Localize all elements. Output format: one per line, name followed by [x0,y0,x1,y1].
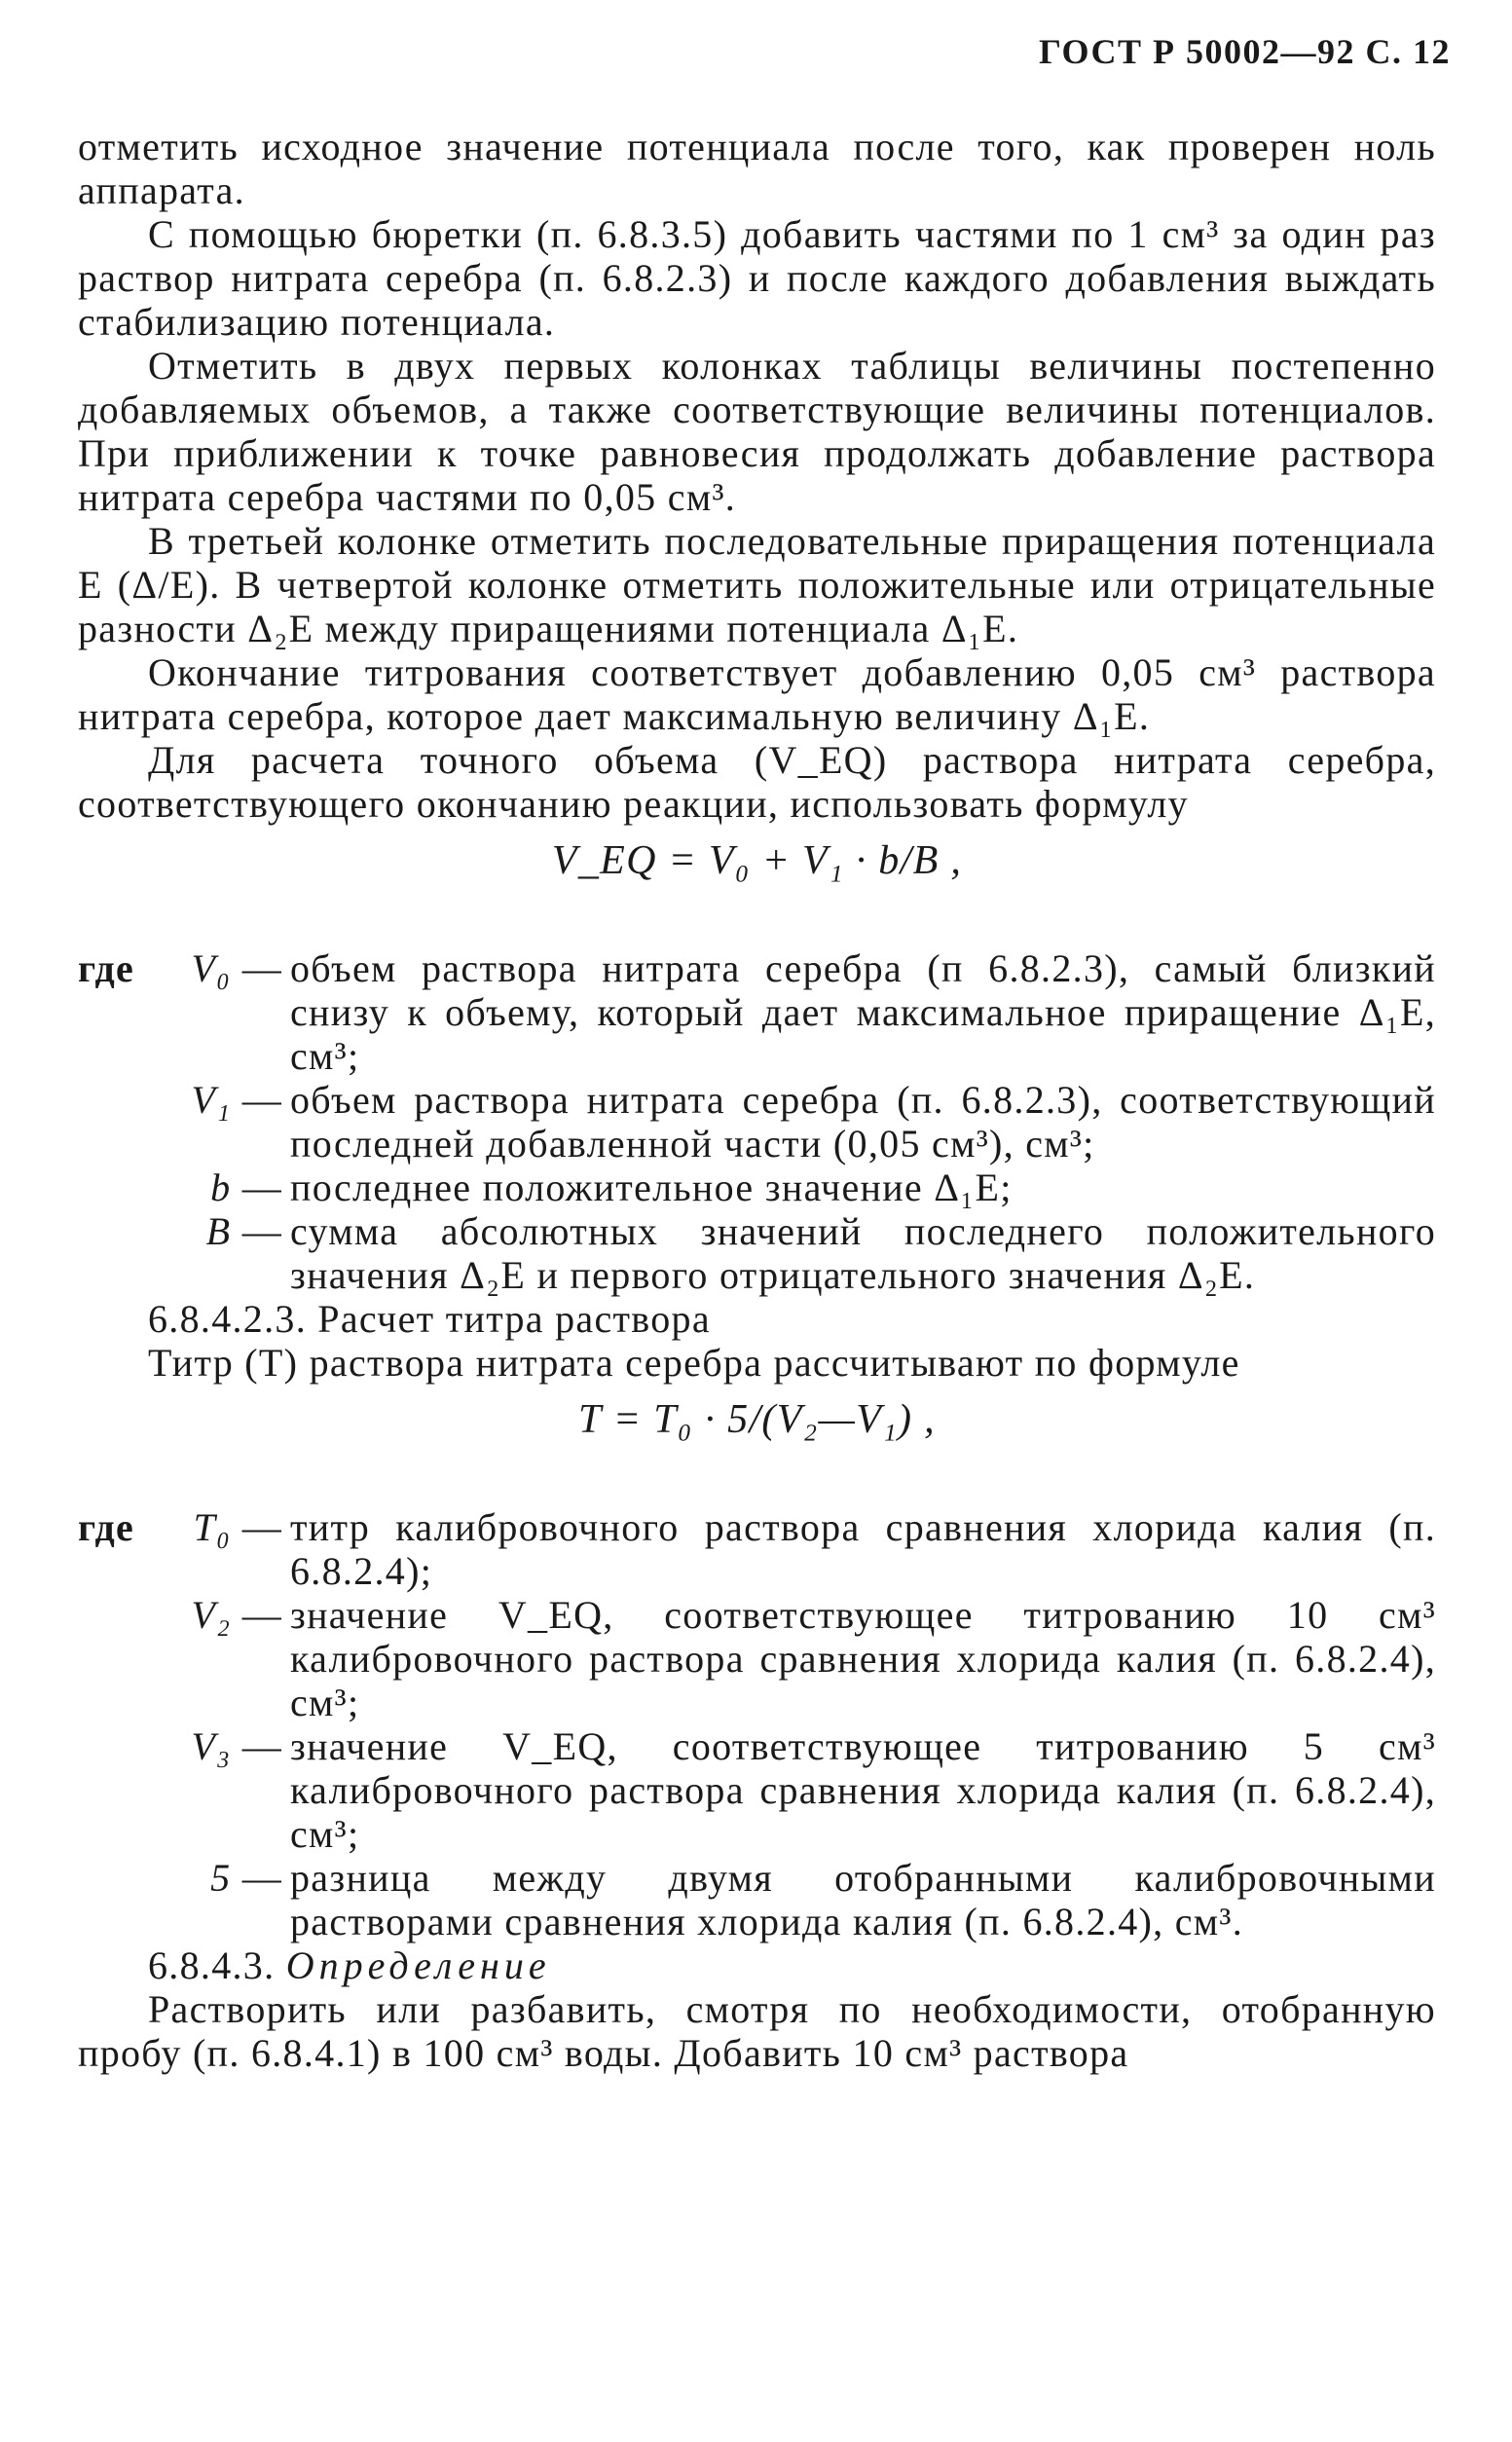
symbol: T₀ [193,1505,232,1549]
definition-item: где T₀ — титр калибровочного раствора сравнения хлорида калия (п. 6.8.2.4); [78,1505,1436,1593]
definition-item: V₃ — значение V_EQ, соответствующее титрованию 5 см³ калибровочного раствора сравнения хлорида калия (п. 6.8.2.4), см³; [191,1724,1436,1856]
definition-text: объем раствора нитрата серебра (п. 6.8.2.3), соответствующий последней добавленной части (0,05 см³), см³; [290,1078,1436,1166]
paragraph: Титр (T) раствора нитрата серебра рассчитывают по формуле [148,1341,1240,1385]
section-title: Определение [285,1943,551,1987]
section-heading: 6.8.4.2.3. Расчет титра раствора [148,1297,711,1341]
section-heading [78,1943,1436,1987]
definition-item: B — сумма абсолютных значений последнего положительного значения Δ₂E и первого отрицательного значения Δ₂E. [205,1209,1436,1297]
paragraph: В третьей колонке отметить последовательные приращения потенциала E (Δ/E). В четвертой колонке отметить положительные или отрицательные разности Δ₂E между приращениями потенциала Δ₁E. [78,519,1436,650]
document-body [78,125,1436,2075]
symbol: b [210,1166,232,1209]
paragraph: С помощью бюретки (п. 6.8.3.5) добавить частями по 1 см³ за один раз раствор нитрата серебра (п. 6.8.2.3) и после каждого добавления выждать стабилизацию потенциала. [78,212,1436,344]
definition-text: сумма абсолютных значений последнего положительного значения Δ₂E и первого отрицательного значения Δ₂E. [290,1209,1436,1297]
paragraph: Окончание титрования соответствует добавлению 0,05 см³ раствора нитрата серебра, которое дает максимальную величину Δ₁E. [78,650,1436,738]
symbol: 5 [210,1856,232,1900]
definitions-list-2 [78,1505,1436,1943]
symbol: V₃ [191,1724,232,1768]
definition-text: значение V_EQ, соответствующее титрованию 5 см³ калибровочного раствора сравнения хлорида калия (п. 6.8.2.4), см³; [290,1724,1436,1856]
formula-veq [78,839,1436,929]
symbol: V₂ [191,1593,232,1637]
definition-item: V₁ — объем раствора нитрата серебра (п. 6.8.2.3), соответствующий последней добавленной части (0,05 см³), см³; [191,1078,1436,1166]
paragraph: Для расчета точного объема (V_EQ) раствора нитрата серебра, соответствующего окончанию реакции, использовать формулу [78,738,1436,826]
definition-text: титр калибровочного раствора сравнения хлорида калия (п. 6.8.2.4); [290,1505,1436,1593]
definition-text: значение V_EQ, соответствующее титрованию 10 см³ калибровочного раствора сравнения хлорида калия (п. 6.8.2.4), см³; [290,1593,1436,1724]
definition-item: b — последнее положительное значение Δ₁E; [78,1166,1436,1209]
definition-text: последнее положительное значение Δ₁E; [290,1166,1013,1209]
paragraph: отметить исходное значение потенциала после того, как проверен ноль аппарата. [78,125,1436,212]
paragraph: Отметить в двух первых колонках таблицы величины постепенно добавляемых объемов, а также соответствующие величины потенциалов. При приближении к точке равновесия продолжать добавление раствора нитрата серебра частями по 0,05 см³. [78,344,1436,519]
definition-item: 5 — разница между двумя отобранными калибровочными растворами сравнения хлорида калия (п. 6.8.2.4), см³. [210,1856,1436,1943]
formula-titer [78,1398,1436,1488]
definition-item: V₂ — значение V_EQ, соответствующее титрованию 10 см³ калибровочного раствора сравнения хлорида калия (п. 6.8.2.4), см³; [191,1593,1436,1724]
section-number: 6.8.4.3. [148,1943,276,1987]
symbol: V₁ [191,1078,232,1122]
formula-text: T = T₀ · 5/(V₂—V₁) , [578,1397,936,1442]
formula-text: V_EQ = V₀ + V₁ · b/B , [551,838,963,883]
symbol: B [205,1209,232,1253]
definition-item: где V₀ — объем раствора нитрата серебра (п 6.8.2.3), самый близкий снизу к объему, который дает максимальное приращение Δ₁E, см³; [78,946,1436,1078]
definition-text: объем раствора нитрата серебра (п 6.8.2.3), самый близкий снизу к объему, который дает максимальное приращение Δ₁E, см³; [290,946,1436,1078]
definition-text: разница между двумя отобранными калибровочными растворами сравнения хлорида калия (п. 6.8.2.4), см³. [290,1856,1436,1943]
page-header: ГОСТ Р 50002—92 С. 12 [1039,32,1451,71]
definitions-list-1 [78,946,1436,1297]
where-label: где [78,946,135,990]
where-label: где [78,1505,135,1549]
symbol: V₀ [191,946,232,990]
paragraph: Растворить или разбавить, смотря по необходимости, отобранную пробу (п. 6.8.4.1) в 100 см³ воды. Добавить 10 см³ раствора [78,1987,1436,2075]
